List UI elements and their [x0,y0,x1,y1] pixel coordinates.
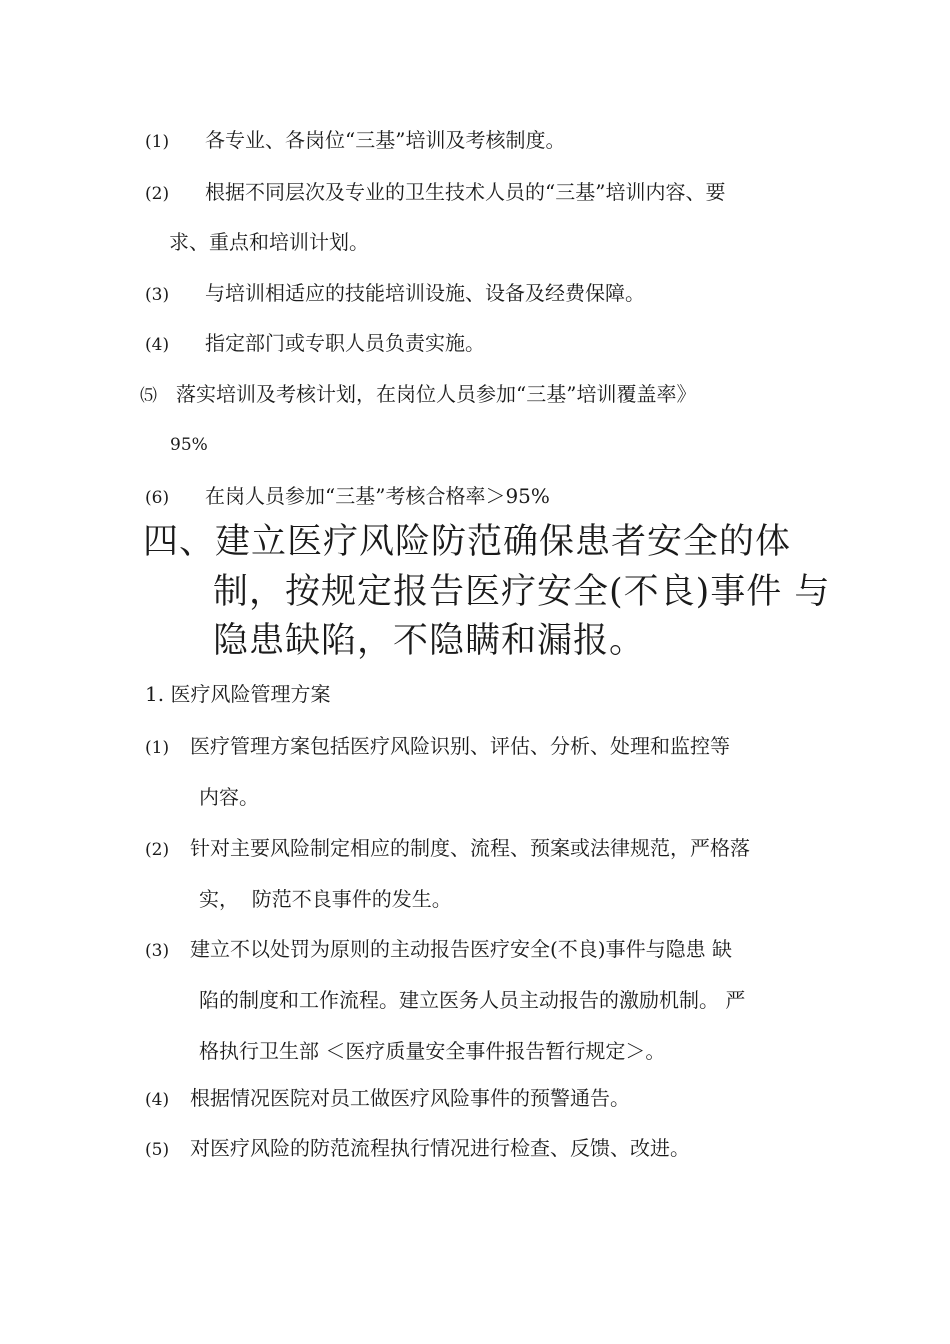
item-text: 根据情况医院对员工做医疗风险事件的预警通告。 [190,1086,630,1110]
list-item-2 [145,179,726,207]
item-number: (1) [145,132,170,152]
item-number: (1) [145,738,170,758]
item-number: ⑸ [140,386,157,406]
item-number: (4) [145,335,170,355]
item-number: (3) [145,941,170,961]
list-item-5 [140,381,697,409]
item-text: 对医疗风险的防范流程执行情况进行检查、反馈、改进。 [190,1136,690,1160]
list-item-5-continuation: 95% [170,435,208,455]
item-text: 建立不以处罚为原则的主动报告医疗安全(不良)事件与隐患 缺 [190,937,732,961]
item-text: 针对主要风险制定相应的制度、流程、预案或法律规范，严格落 [190,836,750,860]
item-text: 在岗人员参加“三基”考核合格率＞95% [205,484,550,508]
list-item-2-continuation: 求、重点和培训计划。 [169,230,369,254]
item-number: (3) [145,285,170,305]
risk-item-1-continuation: 内容。 [199,785,259,809]
item-text: 与培训相适应的技能培训设施、设备及经费保障。 [205,281,645,305]
list-item-6 [145,483,550,511]
risk-item-3-continuation-2: 格执行卫生部 ＜医疗质量安全事件报告暂行规定＞。 [199,1039,666,1063]
risk-item-3-continuation-1: 陷的制度和工作流程。建立医务人员主动报告的激励机制。 严 [199,988,746,1012]
risk-item-5 [145,1135,690,1163]
risk-item-1 [145,733,730,761]
list-item-3 [145,280,645,308]
item-text: 落实培训及考核计划，在岗位人员参加“三基”培训覆盖率》 [176,382,697,406]
item-number: (2) [145,184,170,204]
item-number: (6) [145,488,170,508]
item-number: (2) [145,840,170,860]
item-text: 医疗管理方案包括医疗风险识别、评估、分析、处理和监控等 [190,734,730,758]
section-heading-line-2: 制，按规定报告医疗安全(不良)事件 与 [213,572,831,612]
item-text: 指定部门或专职人员负责实施。 [205,331,485,355]
risk-item-2-continuation: 实， 防范不良事件的发生。 [199,887,452,911]
section-heading-line-3: 隐患缺陷，不隐瞒和漏报。 [213,621,646,661]
item-number: (4) [145,1090,170,1110]
item-text: 根据不同层次及专业的卫生技术人员的“三基”培训内容、要 [205,180,726,204]
risk-item-3 [145,936,732,964]
item-number: (5) [145,1140,170,1160]
item-text: 各专业、各岗位“三基”培训及考核制度。 [205,128,566,152]
subheading: 1. 医疗风险管理方案 [145,682,331,706]
section-heading-line-1: 四、建立医疗风险防范确保患者安全的体 [143,522,792,562]
list-item-1 [145,127,566,155]
risk-item-4 [145,1085,630,1113]
risk-item-2 [145,835,750,863]
list-item-4 [145,330,485,358]
